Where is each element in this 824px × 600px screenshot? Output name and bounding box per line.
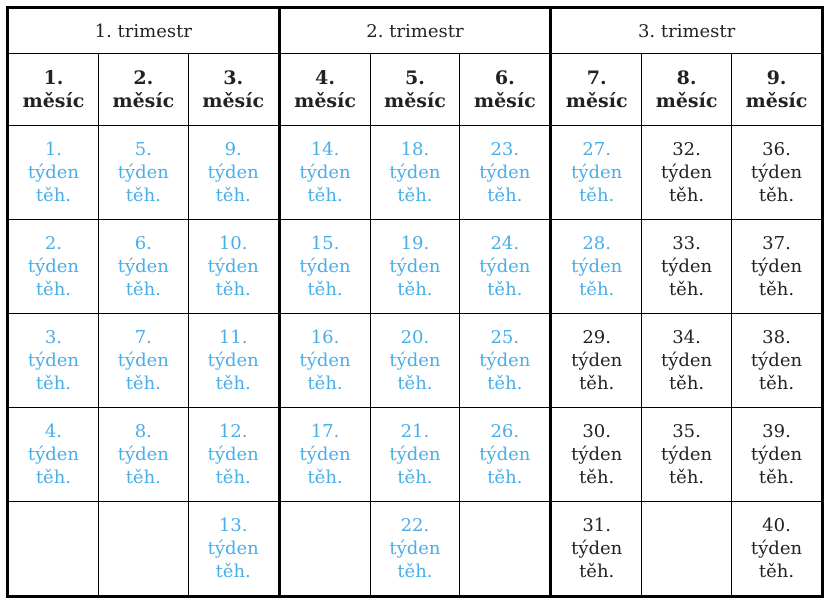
week-number: 3. — [44, 327, 63, 348]
week-suffix: těh. — [125, 373, 161, 394]
week-cell — [98, 126, 188, 220]
week-suffix: těh. — [487, 185, 523, 206]
week-suffix: těh. — [487, 373, 523, 394]
week-suffix: těh. — [758, 279, 795, 300]
month-label: měsíc — [473, 89, 536, 112]
week-cell — [98, 314, 188, 408]
week-word: týden — [27, 444, 80, 465]
week-suffix: těh. — [215, 185, 251, 206]
week-word: týden — [660, 444, 713, 465]
table-row — [8, 314, 823, 408]
week-number: 20. — [400, 327, 430, 348]
week-word: týden — [571, 350, 623, 371]
week-number: 40. — [762, 515, 791, 536]
week-suffix: těh. — [579, 373, 615, 394]
month-number: 9. — [766, 66, 787, 89]
week-cell — [642, 126, 732, 220]
month-number: 6. — [494, 66, 515, 89]
week-cell — [732, 502, 823, 597]
week-word: týden — [750, 162, 803, 183]
week-number: 4. — [44, 421, 63, 442]
table-row — [8, 502, 823, 597]
week-suffix: těh. — [35, 373, 72, 394]
week-number: 19. — [400, 233, 430, 254]
week-word: týden — [479, 162, 531, 183]
week-number: 14. — [310, 139, 340, 160]
month-label: měsíc — [22, 89, 85, 112]
trimester-1-header: 1. trimestr — [8, 8, 280, 54]
table-row — [8, 408, 823, 502]
week-suffix: těh. — [307, 373, 343, 394]
week-suffix: těh. — [487, 279, 523, 300]
week-word: týden — [27, 162, 80, 183]
week-cell — [642, 220, 732, 314]
month-label: měsíc — [745, 89, 808, 112]
week-number: 2. — [44, 233, 63, 254]
week-cell — [279, 126, 370, 220]
month-label: měsíc — [202, 89, 265, 112]
week-cell — [370, 220, 460, 314]
week-number: 11. — [218, 327, 248, 348]
month-number: 4. — [315, 66, 335, 89]
week-word: týden — [27, 350, 80, 371]
empty-cell — [642, 502, 732, 597]
week-word: týden — [571, 162, 623, 183]
week-suffix: těh. — [758, 373, 795, 394]
month-header-4 — [279, 54, 370, 126]
week-cell — [188, 408, 279, 502]
week-number: 27. — [582, 139, 611, 160]
week-number: 8. — [134, 421, 152, 442]
week-cell — [460, 408, 551, 502]
week-number: 21. — [400, 421, 430, 442]
week-word: týden — [27, 256, 80, 277]
week-word: týden — [750, 256, 803, 277]
week-number: 6. — [134, 233, 152, 254]
week-cell — [732, 220, 823, 314]
week-word: týden — [117, 256, 169, 277]
month-header-row — [8, 54, 823, 126]
week-cell — [370, 126, 460, 220]
month-number: 7. — [586, 66, 607, 89]
week-cell — [551, 220, 642, 314]
week-suffix: těh. — [668, 467, 705, 488]
week-word: týden — [389, 256, 441, 277]
week-cell — [279, 314, 370, 408]
trimester-header-row — [8, 8, 823, 54]
week-number: 31. — [582, 515, 611, 536]
week-number: 36. — [762, 139, 791, 160]
week-number: 24. — [490, 233, 520, 254]
week-cell — [370, 314, 460, 408]
month-header-7 — [551, 54, 642, 126]
week-cell — [642, 408, 732, 502]
week-number: 37. — [762, 233, 791, 254]
week-word: týden — [389, 538, 441, 559]
week-number: 38. — [762, 327, 791, 348]
week-suffix: těh. — [397, 467, 433, 488]
week-suffix: těh. — [307, 279, 343, 300]
week-cell — [8, 220, 99, 314]
month-header-2 — [98, 54, 188, 126]
month-number: 3. — [223, 66, 244, 89]
week-cell — [188, 220, 279, 314]
week-number: 1. — [44, 139, 63, 160]
week-suffix: těh. — [579, 561, 615, 582]
week-number: 28. — [582, 233, 611, 254]
week-suffix: těh. — [125, 185, 161, 206]
week-word: týden — [207, 256, 259, 277]
week-cell — [551, 502, 642, 597]
week-word: týden — [207, 162, 259, 183]
week-suffix: těh. — [487, 467, 523, 488]
week-cell — [732, 314, 823, 408]
week-word: týden — [660, 162, 713, 183]
week-cell — [188, 314, 279, 408]
week-suffix: těh. — [758, 561, 795, 582]
week-number: 7. — [134, 327, 152, 348]
week-cell — [370, 408, 460, 502]
week-suffix: těh. — [215, 561, 251, 582]
week-suffix: těh. — [668, 185, 705, 206]
week-suffix: těh. — [579, 279, 615, 300]
week-number: 18. — [400, 139, 430, 160]
week-number: 10. — [218, 233, 248, 254]
table-row — [8, 220, 823, 314]
week-number: 22. — [400, 515, 430, 536]
empty-cell — [279, 502, 370, 597]
week-cell — [8, 408, 99, 502]
week-word: týden — [479, 444, 531, 465]
week-cell — [460, 220, 551, 314]
week-cell — [732, 126, 823, 220]
month-number: 2. — [133, 66, 154, 89]
empty-cell — [8, 502, 99, 597]
week-number: 15. — [310, 233, 340, 254]
week-number: 17. — [310, 421, 340, 442]
week-word: týden — [389, 444, 441, 465]
month-number: 5. — [405, 66, 425, 89]
empty-cell — [460, 502, 551, 597]
month-header-1 — [8, 54, 99, 126]
week-word: týden — [571, 256, 623, 277]
week-cell — [551, 314, 642, 408]
week-word: týden — [207, 538, 259, 559]
trimester-3-header: 3. trimestr — [551, 8, 823, 54]
week-number: 16. — [310, 327, 340, 348]
pregnancy-weeks-table — [6, 6, 824, 598]
week-word: týden — [117, 350, 169, 371]
week-suffix: těh. — [215, 373, 251, 394]
week-number: 29. — [582, 327, 611, 348]
week-number: 33. — [672, 233, 701, 254]
month-label: měsíc — [112, 89, 175, 112]
week-suffix: těh. — [125, 279, 161, 300]
week-word: týden — [479, 256, 531, 277]
week-suffix: těh. — [35, 279, 72, 300]
month-header-3 — [188, 54, 279, 126]
week-suffix: těh. — [579, 467, 615, 488]
week-cell — [370, 502, 460, 597]
week-word: týden — [299, 444, 351, 465]
week-suffix: těh. — [758, 185, 795, 206]
month-header-9 — [732, 54, 823, 126]
week-number: 5. — [134, 139, 152, 160]
week-word: týden — [117, 162, 169, 183]
week-cell — [732, 408, 823, 502]
week-number: 35. — [672, 421, 701, 442]
week-suffix: těh. — [35, 467, 72, 488]
week-word: týden — [479, 350, 531, 371]
week-suffix: těh. — [215, 467, 251, 488]
table-row — [8, 126, 823, 220]
week-cell — [551, 408, 642, 502]
week-suffix: těh. — [668, 279, 705, 300]
trimester-2-header: 2. trimestr — [279, 8, 551, 54]
month-header-6 — [460, 54, 551, 126]
month-label: měsíc — [655, 89, 718, 112]
week-cell — [460, 314, 551, 408]
month-number: 8. — [676, 66, 697, 89]
week-cell — [551, 126, 642, 220]
week-number: 25. — [490, 327, 520, 348]
week-cell — [188, 126, 279, 220]
week-suffix: těh. — [579, 185, 615, 206]
week-cell — [642, 314, 732, 408]
week-cell — [460, 126, 551, 220]
week-suffix: těh. — [758, 467, 795, 488]
week-cell — [98, 220, 188, 314]
week-suffix: těh. — [35, 185, 72, 206]
week-suffix: těh. — [397, 185, 433, 206]
week-word: týden — [299, 162, 351, 183]
week-word: týden — [750, 444, 803, 465]
week-number: 34. — [672, 327, 701, 348]
week-number: 23. — [490, 139, 520, 160]
week-cell — [279, 408, 370, 502]
month-header-8 — [642, 54, 732, 126]
week-number: 26. — [490, 421, 520, 442]
week-cell — [188, 502, 279, 597]
week-word: týden — [299, 350, 351, 371]
week-word: týden — [660, 350, 713, 371]
week-cell — [8, 126, 99, 220]
week-number: 39. — [762, 421, 791, 442]
week-number: 32. — [672, 139, 701, 160]
week-suffix: těh. — [307, 185, 343, 206]
week-suffix: těh. — [307, 467, 343, 488]
week-suffix: těh. — [397, 279, 433, 300]
week-word: týden — [207, 350, 259, 371]
week-grid — [8, 126, 823, 597]
empty-cell — [98, 502, 188, 597]
week-suffix: těh. — [668, 373, 705, 394]
week-word: týden — [660, 256, 713, 277]
week-suffix: těh. — [397, 373, 433, 394]
week-word: týden — [571, 444, 623, 465]
week-suffix: těh. — [215, 279, 251, 300]
week-number: 12. — [218, 421, 248, 442]
week-number: 13. — [218, 515, 248, 536]
week-word: týden — [389, 162, 441, 183]
week-number: 30. — [582, 421, 611, 442]
week-word: týden — [389, 350, 441, 371]
week-word: týden — [750, 350, 803, 371]
week-cell — [279, 220, 370, 314]
week-word: týden — [207, 444, 259, 465]
week-number: 9. — [224, 139, 242, 160]
week-cell — [8, 314, 99, 408]
week-suffix: těh. — [125, 467, 161, 488]
week-word: týden — [299, 256, 351, 277]
week-cell — [98, 408, 188, 502]
week-word: týden — [571, 538, 623, 559]
week-word: týden — [750, 538, 803, 559]
week-word: týden — [117, 444, 169, 465]
month-label: měsíc — [294, 89, 356, 112]
month-label: měsíc — [565, 89, 628, 112]
month-label: měsíc — [384, 89, 446, 112]
month-header-5 — [370, 54, 460, 126]
month-number: 1. — [43, 66, 64, 89]
week-suffix: těh. — [397, 561, 433, 582]
